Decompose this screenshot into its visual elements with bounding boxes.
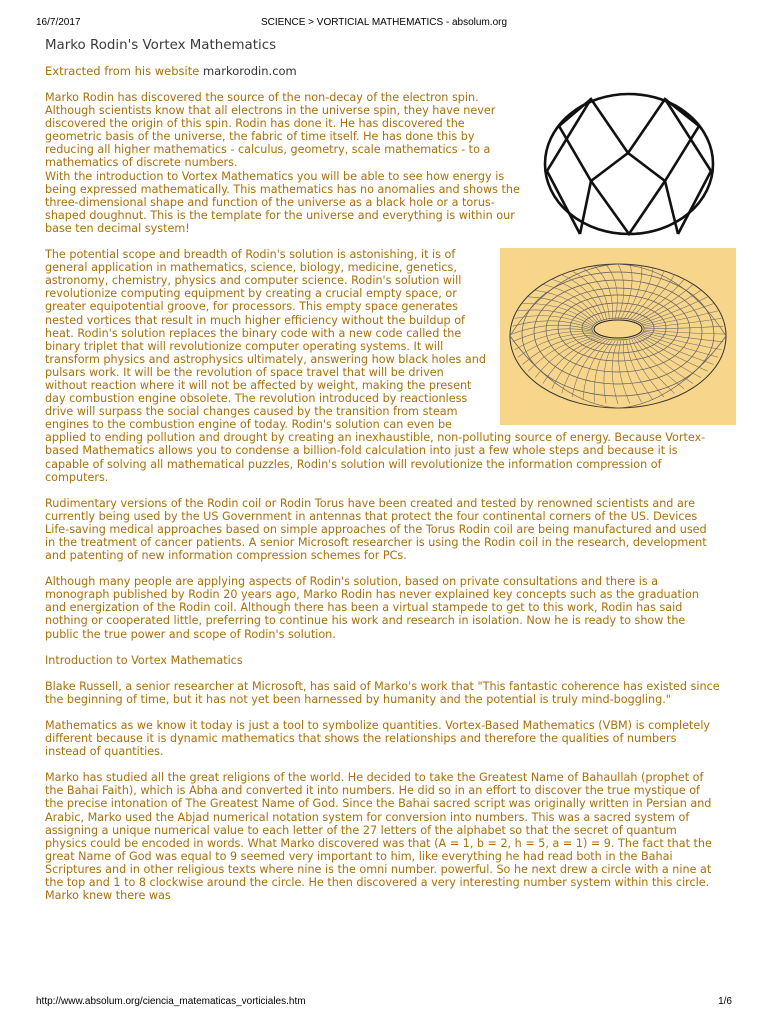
paragraph-2: With the introduction to Vortex Mathematics you will be able to see how energy is being expressed mathematically. This mathematics has no anomalies and shows the three-dimensional shape and function of the universe as a black hole or a torus-shaped doughnut. This is the template for the universe and everything is within our base ten decimal system! <box>45 169 520 235</box>
paragraph-8: Marko has studied all the great religions of the world. He decided to take the Greatest Name of Bahaullah (prophet of the Bahai Faith), which is Abha and converted it into numbers. He did so in an effort to discover the true mystique of the precise intonation of The Greatest Name of God. Since the Bahai sacred script was originally written in Persian and Arabic, Marko used the Abjad numerical notation system for conversion into numbers. This was a sacred system of assigning a unique numerical value to each letter of the 27 letters of the alphabet so that the secret of quantum physics could be encoded in words. What Marko discovered was that (A = 1, b = 2, h = 5, a = 1) = 9. The fact that the great Name of God was equal to 9 seemed very important to him, like everything he had read both in the Bahai Scriptures and in other religious texts where nine is the omni number. powerful. So he next drew a circle with a nine at the top and 1 to 8 clockwise around the circle. He then discovered a very interesting number system within this circle. Marko knew there was <box>45 771 712 903</box>
source-site-link[interactable]: markorodin.com <box>202 64 297 78</box>
page-number: 1/6 <box>718 996 732 1007</box>
extracted-note <box>45 64 720 78</box>
section-heading-intro: Introduction to Vortex Mathematics <box>45 653 243 667</box>
extracted-prefix: Extracted from his website <box>45 64 203 78</box>
paragraph-3: The potential scope and breadth of Rodin's solution is astonishing, it is of general application in mathematics, science, biology, medicine, genetics, astronomy, chemistry, physics and computer science. Rodin's solution will revolutionize computing equipment by creating a crucial empty space, or greater equipotential groove, for processors. This empty space generates nested vortices that result in much higher efficiency without the buildup of heat. Rodin's solution replaces the binary code with a new code called the binary triplet that will revolutionize computer operating systems. It will transform physics and astrophysics ultimately, answering how black holes and pulsars work. It will be the revolution of space travel that will be driven without reaction where it will not be affected by weight, making the present day combustion engine obsolete. The revolution introduced by reactionless drive will surpass the social changes caused by the transition from steam engines to the combustion engine of today. Rodin's solution can even be applied to ending pollution and drought by creating an inexhaustible, non-polluting source of energy. Because Vortex-based Mathematics allows you to condense a billion-fold calculation into just a few whole steps and because it is capable of solving all mathematical puzzles, Rodin's solution will revolutionize the information compression of computers. <box>45 248 706 484</box>
article-title: Marko Rodin's Vortex Mathematics <box>45 38 277 53</box>
paragraph-6: Blake Russell, a senior researcher at Microsoft, has said of Marko's work that "This fantastic coherence has existed since the beginning of time, but it has not yet been harnessed by humanity and the potential is truly mind-boggling." <box>45 679 720 706</box>
print-date: 16/7/2017 <box>36 17 81 28</box>
print-header <box>36 17 732 31</box>
paragraph-1: Marko Rodin has discovered the source of the non-decay of the electron spin. Although scientists know that all electrons in the universe spin, they have never discovered the origin of this spin. Rodin has done it. He has discovered the geometric basis of the universe, the fabric of time itself. He has done this by reducing all higher mathematics - calculus, geometry, scale mathematics - to a mathematics of discrete numbers. <box>45 91 496 170</box>
paragraph-5: Although many people are applying aspects of Rodin's solution, based on private consultations and there is a monograph published by Rodin 20 years ago, Marko Rodin has never explained key concepts such as the graduation and energization of the Rodin coil. Although there has been a virtual stampede to get to this work, Rodin has said nothing or cooperated little, preferring to continue his work and research in isolation. Now he is ready to show the public the true power and scope of Rodin's solution. <box>45 575 699 641</box>
print-page-title: SCIENCE > VORTICIAL MATHEMATICS - absolum.org <box>260 17 508 28</box>
print-footer <box>36 996 732 1010</box>
print-url: http://www.absolum.org/ciencia_matematicas_vorticiales.htm <box>36 996 306 1007</box>
vortex-sphere-image <box>535 91 725 237</box>
torus-mesh-image <box>500 248 736 425</box>
paragraph-7: Mathematics as we know it today is just a tool to symbolize quantities. Vortex-Based Mathematics (VBM) is completely different because it is dynamic mathematics that shows the relationships and therefore the qualities of numbers instead of quantities. <box>45 718 711 759</box>
article <box>45 36 720 915</box>
paragraph-4: Rudimentary versions of the Rodin coil or Rodin Torus have been created and tested by renowned scientists and are currently being used by the US Government in antennas that protect the four continental corners of the US. Devices Life-saving medical approaches based on simple approaches of the Torus Rodin coil are being manufactured and used in the treatment of cancer patients. A senior Microsoft researcher is using the Rodin coil in the research, development and patenting of new information compression schemes for PCs. <box>45 496 707 563</box>
